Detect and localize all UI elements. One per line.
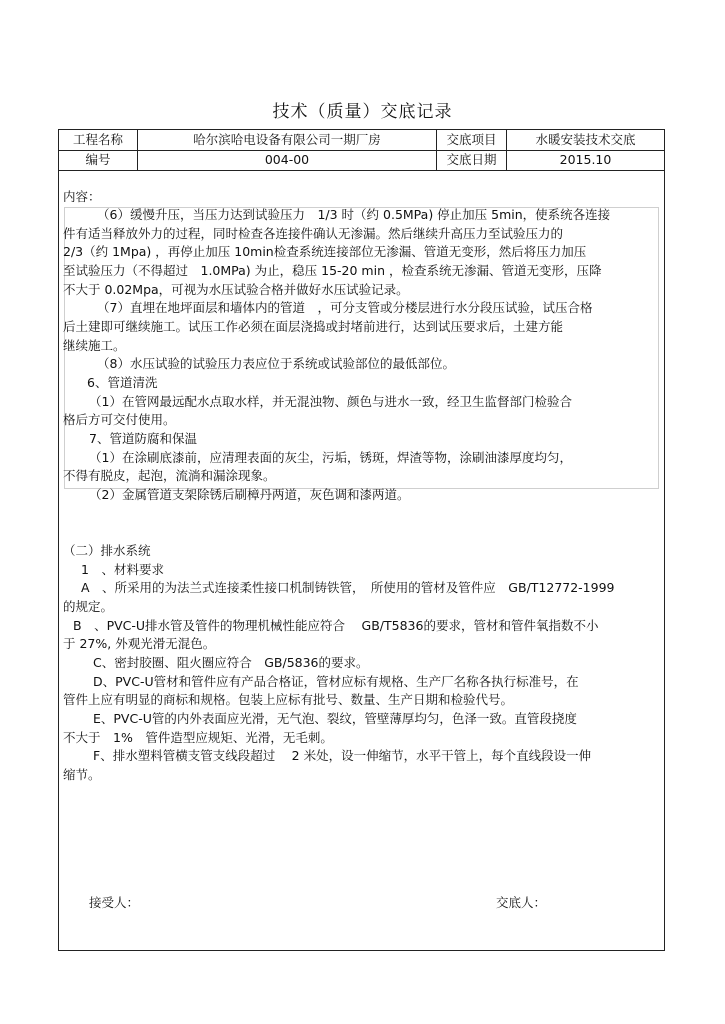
content-line: D、PVC-U管材和管件应有产品合格证，管材应标有规格、生产厂名称各执行标准号，在: [93, 674, 579, 689]
content-line: 于 27%, 外观光滑无混色。: [63, 636, 216, 651]
content-line: 管件上应有明显的商标和规格。包装上应标有批号、数量、生产日期和检验代号。: [63, 692, 514, 707]
content-line: 不得有脱皮，起泡，流淌和漏涂现象。: [63, 468, 276, 483]
content-line: （6）缓慢升压，当压力达到试验压力 1/3 时（约 0.5MPa) 停止加压 5min，使系统各连接: [97, 207, 611, 222]
content-line: C、密封胶圈、阻火圈应符合 GB/5836的要求。: [93, 655, 369, 670]
content-line: 缩节。: [63, 767, 101, 782]
content-line: 后土建即可继续施工。试压工作必须在面层浇捣或封堵前进行，达到试压要求后，土建方能: [63, 319, 564, 334]
section-heading: （二）排水系统: [63, 543, 151, 558]
content-line: 2/3（约 1Mpa) ，再停止加压 10min检查系统连接部位无渗漏、管道无变形，然后将压力加压: [63, 244, 587, 259]
number-label: 编号: [59, 150, 138, 170]
project-name-label: 工程名称: [59, 130, 138, 150]
disclosure-item-value: 水暖安装技术交底: [535, 132, 636, 147]
content-line: 的规定。: [63, 599, 114, 614]
content-line: 继续施工。: [63, 338, 126, 353]
disclosure-item-label: 交底项目: [437, 130, 507, 150]
disclosure-form: [58, 129, 665, 951]
content-line: （7）直埋在地坪面层和墙体内的管道 ，可分支管或分楼层进行水分段压试验，试压合格: [97, 300, 593, 315]
content-line: （1）在涂刷底漆前，应清理表面的灰尘，污垢，锈斑，焊渣等物，涂刷油漆厚度均匀，: [89, 450, 572, 465]
content-line: 件有适当释放外力的过程，同时检查各连接件确认无渗漏。然后继续升高压力至试验压力的: [63, 226, 564, 241]
content-label: 内容：: [63, 189, 101, 204]
content-line: B 、PVC-U排水管及管件的物理机械性能应符合 GB/T5836的要求，管材和管件氧指数不小: [73, 618, 599, 633]
content-line: 不大于 1% 管件造型应规矩、光滑，无毛刺。: [63, 730, 333, 745]
content-line: （8）水压试验的试验压力表应位于系统或试验部位的最低部位。: [97, 356, 455, 371]
receiver-signature-label: 接受人：: [89, 895, 140, 910]
disclosure-date-label: 交底日期: [437, 150, 507, 170]
discloser-signature-label: 交底人：: [496, 895, 547, 910]
subsection-heading: 1 、材料要求: [81, 562, 164, 577]
header-row-number: [59, 150, 664, 171]
content-line: 不大于 0.02Mpa，可视为水压试验合格并做好水压试验记录。: [63, 282, 409, 297]
document-title: 技术（质量）交底记录: [272, 102, 453, 122]
content-line: 7、管道防腐和保温: [89, 431, 197, 446]
content-line: （2）金属管道支架除锈后刷樟丹两道，灰色调和漆两道。: [89, 487, 410, 502]
disclosure-date-value: 2015.10: [559, 152, 612, 167]
content-line: A 、所采用的为法兰式连接柔性接口机制铸铁管， 所使用的管材及管件应 GB/T12772-1999: [81, 580, 615, 595]
content-line: （1）在管网最远配水点取水样，并无混浊物、颜色与进水一致，经卫生监督部门检验合: [89, 394, 572, 409]
content-line: 至试验压力（不得超过 1.0MPa) 为止，稳压 15-20 min ，检查系统无渗漏、管道无变形，压降: [63, 263, 602, 278]
project-name-value: 哈尔滨哈电设备有限公司一期厂房: [138, 130, 437, 150]
content-line: 6、管道清洗: [87, 375, 158, 390]
header-row-project: [59, 130, 664, 151]
content-line: F、排水塑料管横支管支线段超过 2 米处，设一伸缩节，水平干管上，每个直线段设一伸: [93, 748, 592, 763]
content-line: 格后方可交付使用。: [63, 412, 176, 427]
number-value: 004-00: [138, 150, 437, 170]
content-line: E、PVC-U管的内外表面应光滑，无气泡、裂纹，管壁薄厚均匀，色泽一致。直管段挠度: [93, 711, 577, 726]
